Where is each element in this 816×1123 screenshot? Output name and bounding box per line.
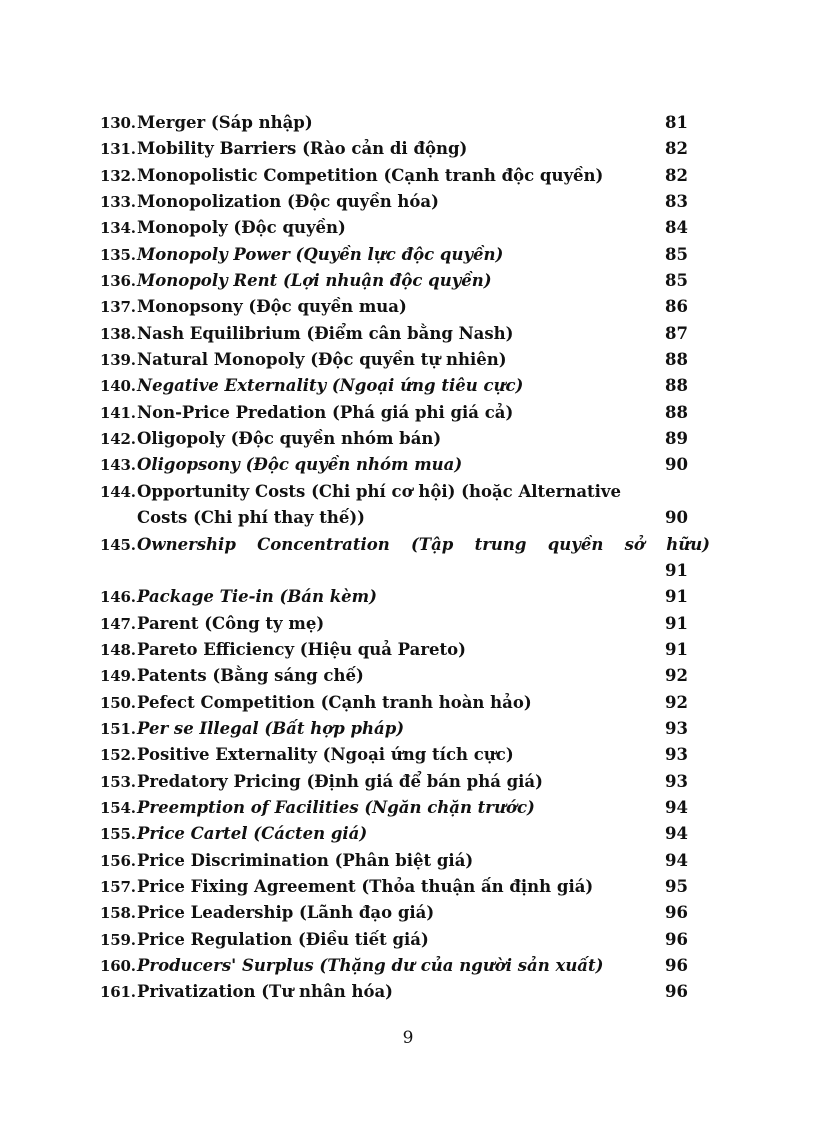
entry-title [137, 690, 710, 716]
entry-page-number: 90 [665, 508, 688, 528]
toc-entry [100, 795, 710, 821]
toc-entry [100, 373, 710, 399]
entry-title-text: Monopoly Rent (Lợi nhuận độc quyền) [137, 271, 492, 291]
entry-page-number: 94 [665, 824, 688, 844]
entry-title-text: Price Discrimination (Phân biệt giá) [137, 850, 474, 870]
entry-number: 130. [100, 114, 136, 132]
entry-title-text: Merger (Sáp nhập) [137, 113, 313, 132]
entry-title [137, 900, 710, 926]
entry-title [137, 215, 710, 241]
entry-page-number: 88 [665, 402, 688, 422]
entry-title [137, 400, 710, 426]
entry-title-text: Patents (Bằng sáng chế) [137, 666, 364, 686]
entry-title [137, 795, 710, 821]
entry-number: 148. [100, 640, 136, 659]
toc-entry [100, 979, 710, 1005]
entry-title [137, 136, 710, 162]
toc-entry [100, 347, 710, 373]
entry-title [137, 663, 710, 689]
entry-page-number: 88 [665, 350, 688, 370]
entry-title-text: Oligopoly (Độc quyền nhóm bán) [137, 429, 442, 449]
entry-number: 131. [100, 140, 136, 159]
entry-title [137, 821, 710, 847]
entry-number: 146. [100, 588, 136, 607]
toc-entry [100, 742, 710, 768]
entry-page-number: 81 [665, 113, 688, 132]
entry-page-number: 96 [665, 903, 688, 923]
toc-entry [100, 163, 710, 189]
toc-entry [100, 215, 710, 241]
entry-page-number: 92 [665, 666, 688, 686]
toc-entry [100, 690, 710, 716]
entry-title [137, 848, 710, 874]
entry-number: 145. [100, 535, 136, 554]
toc-entry [100, 294, 710, 320]
entry-page-number: 84 [665, 218, 688, 238]
entry-page-number: 91 [665, 639, 688, 659]
entry-title-text: Monopolization (Độc quyền hóa) [137, 192, 439, 212]
entry-title [137, 347, 710, 373]
entry-title-continuation: Costs (Chi phí thay thế)) [137, 508, 365, 528]
entry-title-text: Preemption of Facilities (Ngăn chặn trước) [137, 797, 535, 817]
entry-page-number: 88 [665, 376, 688, 396]
toc-entry [100, 268, 710, 294]
entry-number: 153. [100, 772, 136, 791]
entry-page-number: 96 [665, 929, 688, 949]
entry-number: 135. [100, 245, 136, 264]
entry-number: 138. [100, 324, 136, 343]
entry-title [137, 163, 710, 189]
entry-title [137, 479, 710, 532]
entry-title [137, 532, 710, 558]
entry-number: 158. [100, 904, 136, 923]
entry-title-text: Mobility Barriers (Rào cản di động) [137, 139, 468, 159]
entry-title [137, 927, 710, 953]
entry-title [137, 874, 710, 900]
toc-entry [100, 848, 710, 874]
entry-number: 155. [100, 825, 136, 844]
toc-entry [100, 927, 710, 953]
entry-title-text: Pareto Efficiency (Hiệu quả Pareto) [137, 639, 466, 659]
entry-title [137, 637, 710, 663]
entry-title-text: Ownership Concentration (Tập trung quyền sở hữu) [137, 534, 710, 554]
entry-number: 134. [100, 219, 136, 238]
entry-title [137, 110, 710, 136]
entry-title-text: Negative Externality (Ngoại ứng tiêu cực) [137, 376, 524, 396]
entry-title [137, 294, 710, 320]
toc-entry [100, 321, 710, 347]
entry-page-number: 90 [665, 455, 688, 475]
entry-page-number: 93 [665, 745, 688, 765]
toc-entry [100, 900, 710, 926]
entry-title [137, 268, 710, 294]
entry-number: 137. [100, 298, 136, 317]
entry-title-text: Opportunity Costs (Chi phí cơ hội) (hoặc Alternative [137, 481, 622, 501]
entry-page-number: 85 [665, 271, 688, 291]
entry-page-number: 96 [665, 956, 688, 975]
entry-title-text: Non-Price Predation (Phá giá phi giá cả) [137, 402, 514, 422]
entry-number: 156. [100, 851, 136, 870]
entry-title-text: Monopolistic Competition (Cạnh tranh độc quyền) [137, 165, 604, 185]
toc-entry [100, 400, 710, 426]
entry-title [137, 189, 710, 215]
toc-entry [100, 452, 710, 478]
toc-entry [100, 189, 710, 215]
entry-page-number: 91 [665, 560, 688, 580]
toc-entry [100, 479, 710, 532]
entry-page-number: 95 [665, 876, 688, 896]
entry-title-text: Price Fixing Agreement (Thỏa thuận ấn định giá) [137, 876, 594, 896]
toc-entry [100, 611, 710, 637]
entry-number: 161. [100, 983, 136, 1002]
entry-page-number: 82 [665, 139, 688, 159]
entry-title-text: Price Regulation (Điều tiết giá) [137, 929, 429, 949]
entry-title [137, 373, 710, 399]
toc-entry [100, 426, 710, 452]
entry-number: 132. [100, 166, 136, 185]
entry-title-text: Monopsony (Độc quyền mua) [137, 297, 407, 317]
entry-title-text: Nash Equilibrium (Điểm cân bằng Nash) [137, 323, 514, 343]
entry-page-number: 83 [665, 192, 688, 212]
entry-title-text: Price Cartel (Cácten giá) [137, 824, 368, 844]
entry-title-text: Predatory Pricing (Định giá để bán phá giá) [137, 771, 543, 791]
toc-entry [100, 532, 710, 585]
entry-number: 144. [100, 482, 136, 501]
toc-entry [100, 637, 710, 663]
entry-page-number: 94 [665, 850, 688, 870]
entry-page-number: 94 [665, 797, 688, 817]
entry-number: 141. [100, 403, 136, 422]
entry-number: 159. [100, 930, 136, 949]
entry-number: 136. [100, 272, 136, 291]
entry-title [137, 584, 710, 610]
entry-title-text: Privatization (Tư nhân hóa) [137, 982, 393, 1002]
entry-title-text: Package Tie-in (Bán kèm) [137, 587, 377, 607]
entry-page-number: 93 [665, 718, 688, 738]
entry-number: 152. [100, 746, 136, 765]
entry-number: 154. [100, 798, 136, 817]
page-number: 9 [402, 1028, 414, 1048]
entry-title [137, 953, 710, 979]
toc-entry [100, 136, 710, 162]
entry-title [137, 452, 710, 478]
table-of-contents [100, 110, 710, 1006]
entry-page-number: 89 [665, 429, 688, 449]
entry-title-text: Parent (Công ty mẹ) [137, 613, 325, 633]
entry-title [137, 611, 710, 637]
entry-number: 150. [100, 693, 136, 712]
entry-title-text: Oligopsony (Độc quyền nhóm mua) [137, 455, 463, 475]
entry-title-text: Monopoly (Độc quyền) [137, 218, 346, 238]
entry-title-text: Pefect Competition (Cạnh tranh hoàn hảo) [137, 692, 532, 712]
entry-page-number: 87 [665, 323, 688, 343]
toc-entry [100, 110, 710, 136]
entry-page-number: 96 [665, 982, 688, 1002]
entry-number: 140. [100, 377, 136, 396]
entry-title [137, 769, 710, 795]
entry-number: 147. [100, 614, 136, 633]
entry-page-number: 91 [665, 613, 688, 633]
entry-title [137, 716, 710, 742]
entry-number: 157. [100, 877, 136, 896]
entry-page-number: 85 [665, 244, 688, 264]
entry-title [137, 242, 710, 268]
toc-entry [100, 769, 710, 795]
toc-entry [100, 953, 710, 979]
entry-title-text: Per se Illegal (Bất hợp pháp) [137, 718, 405, 738]
entry-title [137, 979, 710, 1005]
toc-entry [100, 242, 710, 268]
entry-number: 139. [100, 351, 136, 370]
entry-title [137, 321, 710, 347]
entry-title-text: Positive Externality (Ngoại ứng tích cực) [137, 745, 514, 765]
entry-page-number: 86 [665, 297, 688, 317]
entry-number: 133. [100, 193, 136, 212]
entry-page-number: 92 [665, 692, 688, 712]
entry-number: 143. [100, 456, 136, 475]
entry-number: 142. [100, 430, 136, 449]
entry-number: 149. [100, 667, 136, 686]
entry-page-number: 91 [665, 587, 688, 607]
entry-page-number: 82 [665, 165, 688, 185]
entry-page-number: 93 [665, 771, 688, 791]
toc-entry [100, 584, 710, 610]
entry-title-text: Monopoly Power (Quyền lực độc quyền) [137, 244, 504, 264]
entry-title-text: Price Leadership (Lãnh đạo giá) [137, 903, 435, 923]
entry-title-text: Producers' Surplus (Thặng dư của người sản xuất) [137, 956, 604, 975]
toc-entry [100, 874, 710, 900]
entry-title [137, 426, 710, 452]
entry-number: 160. [100, 957, 136, 975]
entry-number: 151. [100, 719, 136, 738]
toc-entry [100, 663, 710, 689]
toc-entry [100, 821, 710, 847]
toc-entry [100, 716, 710, 742]
entry-title [137, 742, 710, 768]
entry-title-text: Natural Monopoly (Độc quyền tự nhiên) [137, 350, 507, 370]
